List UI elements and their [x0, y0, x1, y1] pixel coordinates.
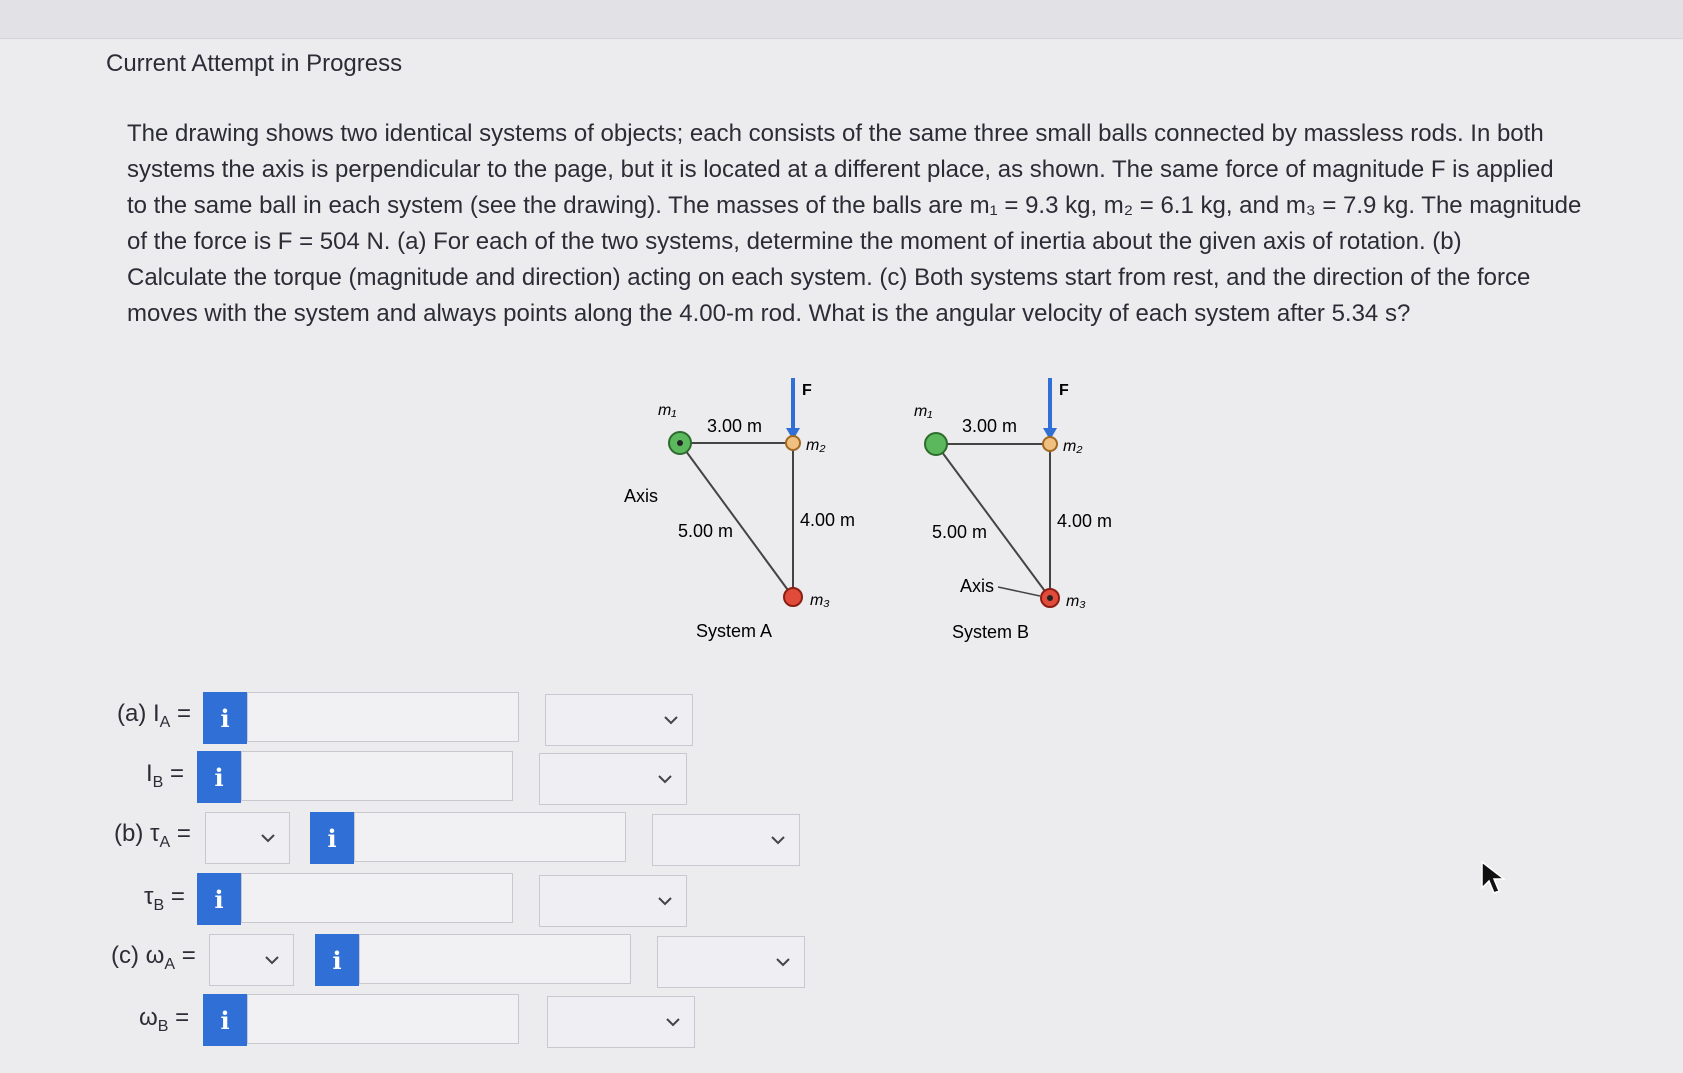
ta-label-sub: A [159, 833, 171, 851]
ta-units-select[interactable] [652, 814, 800, 866]
system-a-force-label: F [802, 382, 812, 399]
wa-equals: = [181, 942, 196, 969]
ta-equals: = [176, 820, 191, 847]
system-a-axis-dot [677, 440, 683, 446]
ia-units-select[interactable] [545, 694, 693, 746]
system-a-m2-label: m₂ [806, 437, 826, 454]
ia-equals: = [177, 700, 192, 727]
wa-info-button[interactable] [315, 934, 359, 986]
ib-units-select[interactable] [539, 753, 687, 805]
info-icon: i [220, 703, 230, 733]
ta-value-input[interactable] [354, 812, 626, 862]
info-icon: i [214, 762, 224, 792]
system-a-top-rod-label: 3.00 m [707, 416, 763, 436]
wa-value-field[interactable] [360, 935, 634, 985]
tb-equals: = [170, 883, 185, 910]
wb-info-button[interactable] [203, 994, 247, 1046]
system-b-axis-pointer [998, 587, 1040, 596]
ia-value-field[interactable] [248, 693, 522, 743]
problem-line-2: systems the axis is perpendicular to the page, but it is located at a different place, as shown. The same force of magnitude F is applied [127, 156, 1554, 183]
wa-units-select[interactable] [657, 936, 805, 988]
ib-equals: = [170, 760, 185, 787]
tb-units-select[interactable] [539, 875, 687, 927]
wb-equals: = [175, 1004, 190, 1031]
ia-info-button[interactable] [203, 692, 247, 744]
wa-sign-select[interactable] [209, 934, 294, 986]
system-a-m1-label: m₁ [658, 402, 677, 419]
problem-line-6: moves with the system and always points along the 4.00-m rod. What is the angular velocity of each system after 5.34 s? [127, 300, 1411, 327]
problem-line-4: of the force is F = 504 N. (a) For each of the two systems, determine the moment of inertia about the given axis of rotation. (b) [127, 228, 1462, 255]
wb-value-field[interactable] [248, 995, 522, 1045]
ta-sign-select[interactable] [205, 812, 290, 864]
chevron-down-icon [263, 951, 281, 969]
chevron-down-icon [656, 892, 674, 910]
ib-label-sub: B [152, 773, 164, 791]
system-a-caption: System A [696, 621, 773, 641]
chevron-down-icon [662, 711, 680, 729]
system-a-m3-label: m₃ [810, 592, 830, 609]
ib-value-field[interactable] [242, 752, 516, 802]
ib-label [146, 760, 184, 792]
ta-label [114, 820, 191, 852]
tb-label-text: τ [144, 883, 154, 910]
wb-value-input[interactable] [247, 994, 519, 1044]
wb-label-text: ω [139, 1004, 158, 1031]
system-b-ball-m1 [925, 433, 947, 455]
system-b-vertical-rod-label: 4.00 m [1057, 511, 1113, 531]
info-icon: i [332, 945, 342, 975]
ia-label [117, 700, 191, 732]
system-b-axis-dot [1047, 595, 1053, 601]
mouse-pointer-icon [1480, 860, 1506, 896]
page-title: Current Attempt in Progress [106, 50, 403, 77]
tb-value-input[interactable] [241, 873, 513, 923]
ib-label-text: I [146, 760, 153, 787]
physics-figure [600, 360, 1160, 650]
system-b-force-label: F [1059, 382, 1069, 399]
wb-units-select[interactable] [547, 996, 695, 1048]
system-a-vertical-rod-label: 4.00 m [800, 510, 856, 530]
tb-info-button[interactable] [197, 873, 241, 925]
ia-label-sub: A [159, 713, 171, 731]
system-b-m1-label: m₁ [914, 403, 933, 420]
chevron-down-icon [769, 831, 787, 849]
ib-info-button[interactable] [197, 751, 241, 803]
info-icon: i [327, 823, 337, 853]
system-b-top-rod-label: 3.00 m [962, 416, 1018, 436]
ta-info-button[interactable] [310, 812, 354, 864]
ta-label-text: (b) τ [114, 820, 160, 847]
system-a-diagram [624, 378, 855, 641]
chevron-down-icon [664, 1013, 682, 1031]
system-a-diagonal-rod-label: 5.00 m [678, 521, 734, 541]
wa-label-text: (c) ω [111, 942, 165, 969]
system-a-diagonal-rod [680, 443, 793, 597]
problem-statement [127, 116, 1627, 332]
system-b-caption: System B [952, 622, 1030, 642]
wa-value-input[interactable] [359, 934, 631, 984]
tb-label-sub: B [153, 896, 165, 914]
tb-label [144, 883, 185, 915]
chevron-down-icon [656, 770, 674, 788]
system-a-axis-label: Axis [624, 486, 659, 506]
wa-label-sub: A [164, 955, 176, 973]
ib-value-input[interactable] [241, 751, 513, 801]
system-b-axis-label: Axis [960, 576, 995, 596]
system-b-m2-label: m₂ [1063, 438, 1083, 455]
chevron-down-icon [259, 829, 277, 847]
chevron-down-icon [774, 953, 792, 971]
ia-label-text: (a) I [117, 700, 160, 727]
problem-line-5: Calculate the torque (magnitude and direction) acting on each system. (c) Both systems start from rest, and the direction of the force [127, 264, 1531, 291]
info-icon: i [220, 1005, 230, 1035]
system-b-diagram [914, 378, 1112, 642]
system-a-ball-m3 [784, 588, 802, 606]
wb-label [139, 1004, 189, 1036]
ia-value-input[interactable] [247, 692, 519, 742]
tb-value-field[interactable] [242, 874, 516, 924]
system-a-ball-m2 [786, 436, 800, 450]
wa-label [111, 942, 196, 974]
top-bar [0, 0, 1683, 39]
problem-line-1: The drawing shows two identical systems of objects; each consists of the same three small balls connected by massless rods. In both [127, 120, 1544, 147]
system-b-m3-label: m₃ [1066, 593, 1086, 610]
system-b-diagonal-rod-label: 5.00 m [932, 522, 988, 542]
info-icon: i [214, 884, 224, 914]
system-b-diagonal-rod [936, 444, 1050, 598]
problem-line-3: to the same ball in each system (see the drawing). The masses of the balls are m₁ = 9.3 kg, m₂ = 6.1 kg, and m₃ = 7.9 kg. The magnitude [127, 192, 1582, 219]
system-b-ball-m2 [1043, 437, 1057, 451]
ta-value-field[interactable] [355, 813, 629, 863]
wb-label-sub: B [157, 1017, 169, 1035]
